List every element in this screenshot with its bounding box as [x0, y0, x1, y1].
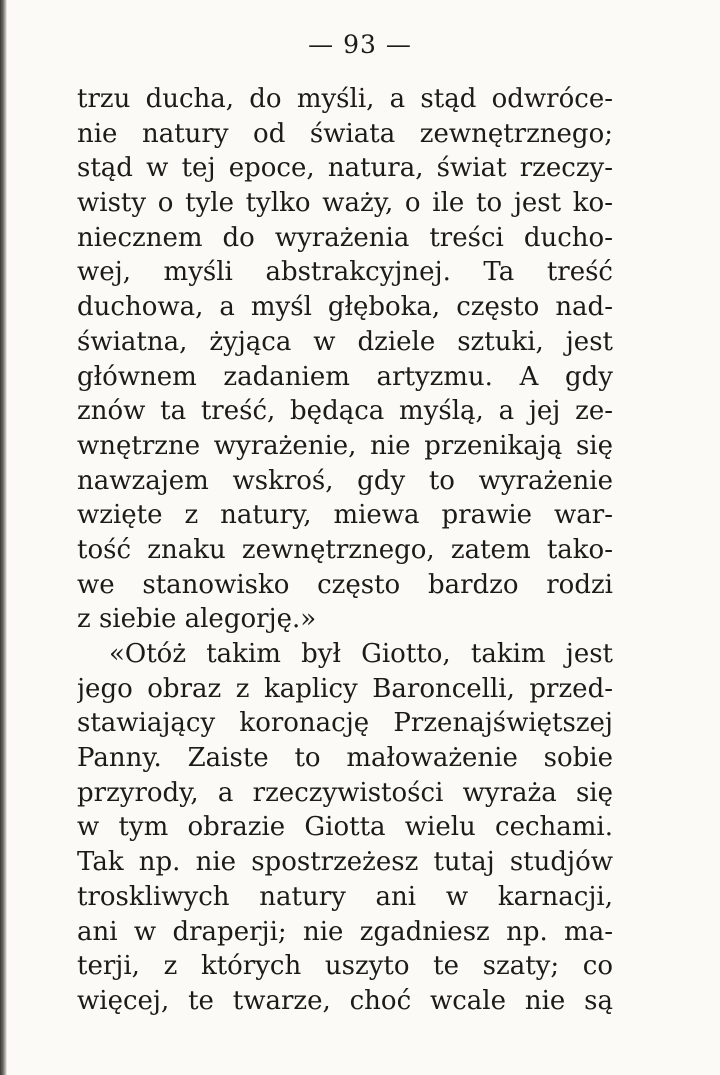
- text-line: wzięte z natury, miewa prawie war-: [77, 500, 613, 531]
- text-line: głównem zadaniem artyzmu. A gdy: [77, 361, 613, 392]
- text-line: we stanowisko często bardzo rodzi: [77, 569, 613, 600]
- text-line: duchowa, a myśl głęboka, często nad-: [77, 292, 613, 323]
- text-line: niecznem do wyrażenia treści ducho-: [77, 222, 613, 253]
- text-line: nawzajem wskroś, gdy to wyrażenie: [77, 465, 613, 496]
- text-line: światna, żyjąca w dziele sztuki, jest: [77, 326, 613, 357]
- body-text: [77, 82, 613, 1019]
- text-line: wej, myśli abstrakcyjnej. Ta treść: [77, 257, 613, 288]
- text-line: tość znaku zewnętrznego, zatem tako-: [77, 534, 613, 565]
- text-line: przyrody, a rzeczywistości wyraża się: [77, 777, 613, 808]
- text-line: znów ta treść, będąca myślą, a jej ze-: [77, 396, 613, 427]
- paragraph-start-line: «Otóż takim był Giotto, takim jest: [109, 639, 613, 669]
- text-line: terji, z których uszyto te szaty; co: [77, 951, 613, 982]
- text-line: stąd w tej epoce, natura, świat rzeczy-: [77, 153, 613, 184]
- text-line: stawiający koronację Przenajświętszej: [77, 708, 613, 739]
- text-line: jego obraz z kaplicy Baroncelli, przed-: [77, 673, 613, 704]
- paragraph-end-line: z siebie alegorję.»: [77, 604, 317, 635]
- text-line: nie natury od świata zewnętrznego;: [77, 118, 613, 149]
- text-line: trzu ducha, do myśli, a stąd odwróce-: [77, 84, 613, 114]
- page-binding-edge: [0, 0, 7, 1075]
- page-number: — 93 —: [308, 30, 412, 59]
- text-line: wnętrzne wyrażenie, nie przenikają się: [77, 430, 613, 461]
- text-line: więcej, te twarze, choć wcale nie są: [77, 985, 613, 1016]
- text-line: troskliwych natury ani w karnacji,: [77, 881, 613, 912]
- text-line: w tym obrazie Giotta wielu cechami.: [77, 812, 613, 843]
- text-line: Panny. Zaiste to małoważenie sobie: [77, 743, 613, 774]
- text-line: wisty o tyle tylko waży, o ile to jest ko-: [77, 188, 613, 219]
- text-line: Tak np. nie spostrzeżesz tutaj studjów: [77, 847, 613, 878]
- text-line: ani w draperji; nie zgadniesz np. ma-: [77, 916, 613, 947]
